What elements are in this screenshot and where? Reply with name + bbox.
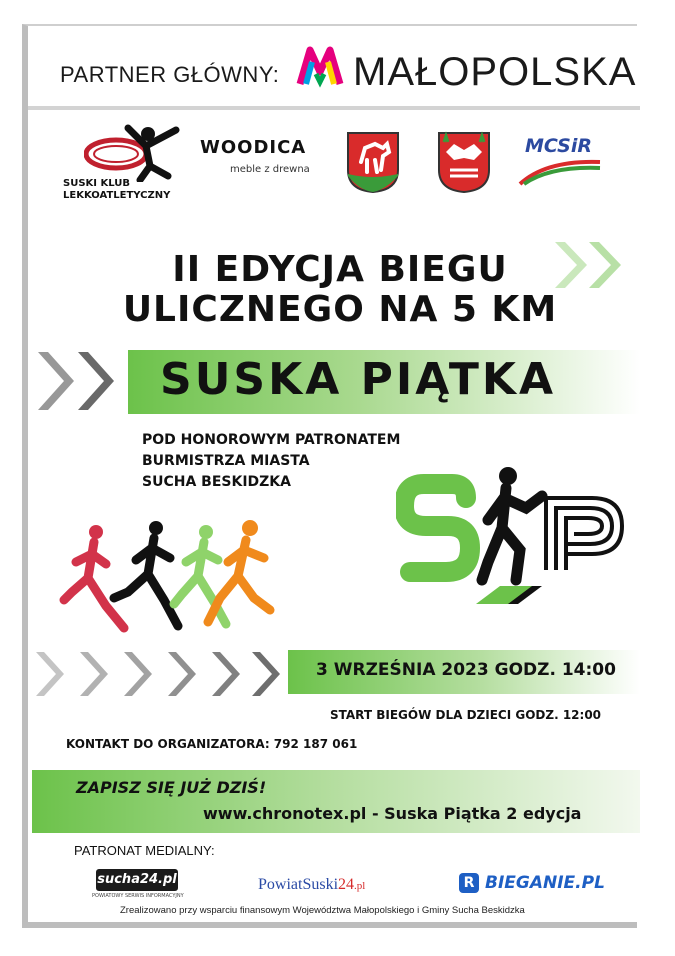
kids-start: START BIEGÓW DLA DZIECI GODZ. 12:00	[330, 708, 602, 722]
eagle-crest-icon	[436, 130, 492, 194]
partner-label: PARTNER GŁÓWNY:	[60, 62, 280, 87]
organizer-contact: KONTAKT DO ORGANIZATORA: 792 187 061	[66, 737, 358, 751]
runner-red	[64, 525, 124, 628]
title-line-2: ULICZNEGO NA 5 KM	[122, 289, 558, 330]
signup-cta: ZAPISZ SIĘ JUŻ DZIŚ!	[76, 778, 267, 797]
event-date: 3 WRZEŚNIA 2023 GODZ. 14:00	[316, 660, 616, 680]
title-line-1: II EDYCJA BIEGU	[172, 249, 508, 290]
mcsir-swoosh-icon	[516, 156, 602, 186]
media-label: PATRONAT MEDIALNY:	[74, 843, 215, 858]
patronage	[142, 430, 400, 493]
sucha24-subtitle: POWIATOWY SERWIS INFORMACYJNY	[92, 893, 184, 899]
skl-name: SUSKI KLUB LEKKOATLETYCZNY	[63, 178, 171, 201]
malopolska-logo-icon	[296, 44, 346, 88]
funding-footer: Zrealizowano przy wsparciu finansowym Województwa Małopolskiego i Gminy Sucha Beskidzka	[120, 905, 525, 916]
horse-crest-icon	[345, 130, 401, 194]
signup-url[interactable]: www.chronotex.pl - Suska Piątka 2 edycja	[203, 804, 582, 823]
sp-logo-icon	[396, 462, 640, 612]
patronage-line-1: POD HONOROWYM PATRONATEM	[142, 432, 401, 448]
sucha24-logo: sucha24.pl	[96, 869, 178, 891]
runner-orange	[208, 520, 270, 622]
chevron-dots-icon	[38, 352, 122, 410]
event-name: SUSKA PIĄTKA	[160, 354, 556, 405]
runner-black	[114, 521, 178, 626]
patronage-line-2: BURMISTRZA MIASTA	[142, 453, 310, 469]
patronage-line-3: SUCHA BESKIDZKA	[142, 474, 291, 490]
woodica-tagline: meble z drewna	[230, 164, 310, 175]
bieganie-icon: R	[459, 873, 479, 893]
chevron-dots-icon	[36, 652, 282, 696]
skl-runner-icon	[84, 124, 184, 182]
powiatsuski24-logo	[258, 876, 365, 894]
mcsir-logo: MCSiR	[525, 135, 593, 157]
woodica-logo: WOODICA	[200, 137, 307, 158]
bieganie-logo: BIEGANIE.PL	[485, 873, 605, 893]
powiat-24: 24	[338, 876, 355, 893]
runners-illustration	[58, 518, 278, 636]
malopolska-brand: MAŁOPOLSKA	[353, 50, 637, 94]
powiat-tld: .pl	[354, 880, 366, 892]
event-title	[60, 250, 620, 330]
powiat-name: PowiatSuski	[258, 876, 339, 893]
